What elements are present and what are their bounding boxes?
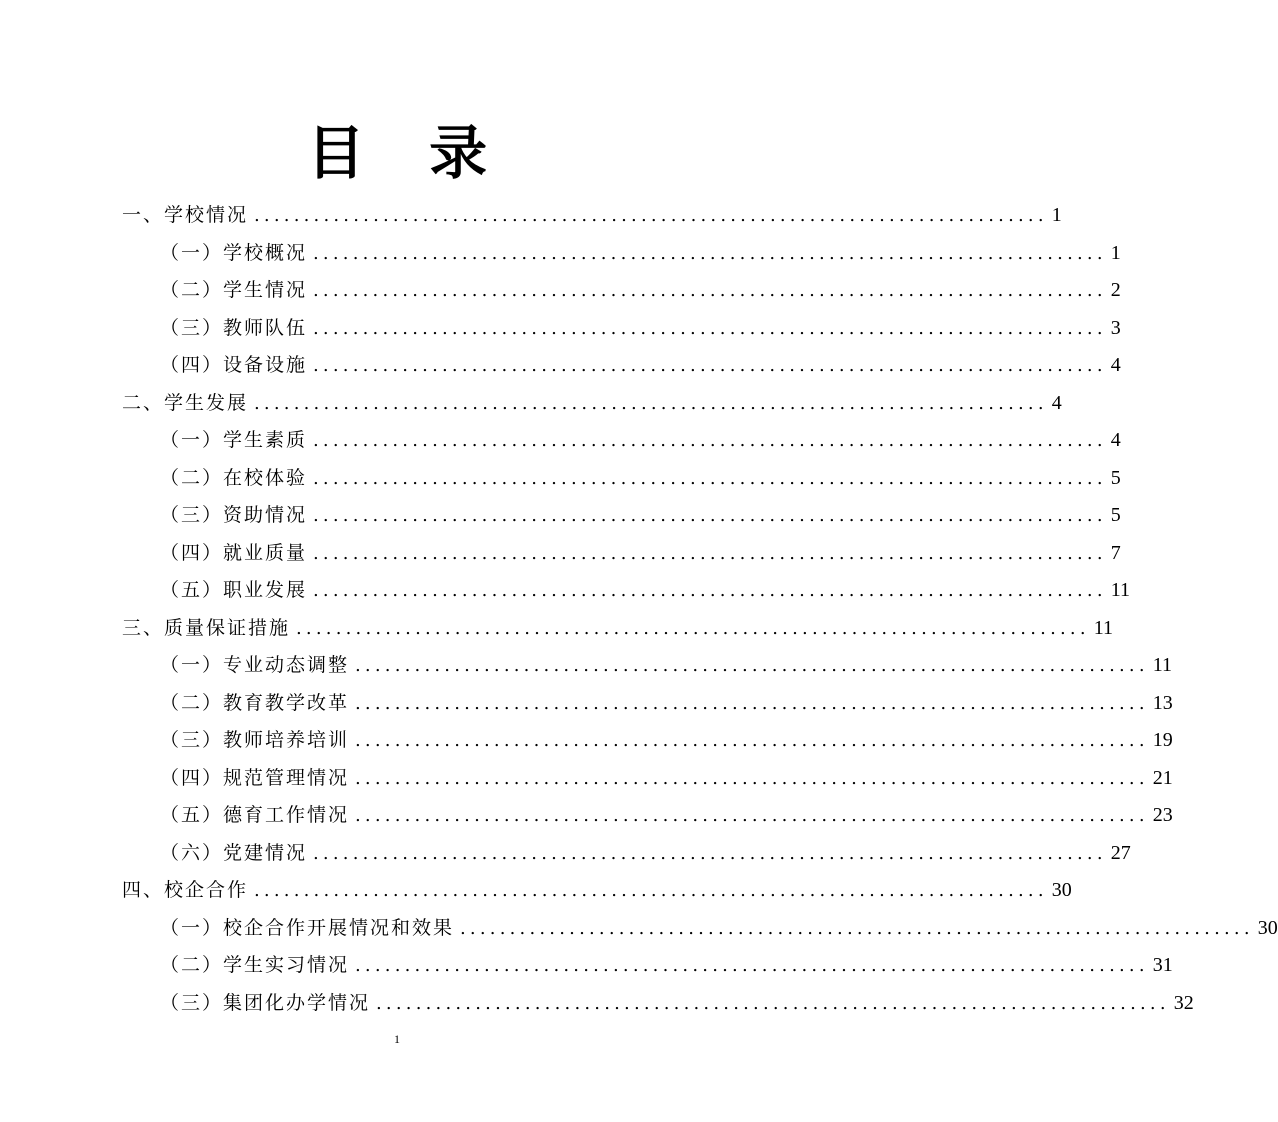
toc-entry-page-number: 1 xyxy=(1110,241,1121,264)
toc-dot-leader: ................................................................................ xyxy=(355,955,1149,976)
toc-entry-label: （一）专业动态调整 xyxy=(160,654,350,676)
toc-entry[interactable] xyxy=(160,722,1173,759)
toc-entry-page-number: 13 xyxy=(1152,691,1173,714)
toc-entry-page-number: 7 xyxy=(1110,541,1121,564)
toc-entry-label: （二）教育教学改革 xyxy=(160,691,350,714)
toc-entry-label: 一、学校情况 xyxy=(122,204,249,226)
toc-entry-page-number: 32 xyxy=(1173,991,1194,1014)
toc-entry[interactable] xyxy=(160,985,1194,1022)
toc-dot-leader: ................................................................................ xyxy=(254,392,1048,414)
toc-dot-leader: ................................................................................ xyxy=(313,542,1107,564)
toc-dot-leader: ................................................................................ xyxy=(355,730,1149,751)
toc-entry-label: （三）集团化办学情况 xyxy=(160,991,371,1014)
toc-entry-label: （一）校企合作开展情况和效果 xyxy=(160,916,455,939)
toc-entry[interactable] xyxy=(160,347,1121,384)
toc-entry-page-number: 3 xyxy=(1110,316,1121,339)
toc-entry[interactable] xyxy=(160,310,1121,347)
toc-entry-label: （二）在校体验 xyxy=(160,466,308,489)
toc-entry-page-number: 31 xyxy=(1152,954,1173,976)
toc-dot-leader: ................................................................................ xyxy=(355,692,1149,714)
toc-entry[interactable] xyxy=(160,835,1131,872)
toc-entry-page-number: 2 xyxy=(1110,279,1121,301)
toc-entry-label: （五）德育工作情况 xyxy=(160,804,350,826)
toc-entry[interactable] xyxy=(160,572,1131,609)
toc-entry-label: （二）学生情况 xyxy=(160,279,308,301)
toc-dot-leader: ................................................................................ xyxy=(376,992,1170,1014)
toc-entry[interactable] xyxy=(160,272,1121,309)
toc-entry-page-number: 30 xyxy=(1257,916,1278,939)
toc-entry-page-number: 11 xyxy=(1152,654,1173,676)
toc-entry-label: 二、学生发展 xyxy=(122,391,249,414)
toc-entry[interactable] xyxy=(160,460,1121,497)
toc-entry-page-number: 11 xyxy=(1093,616,1114,639)
toc-entry[interactable] xyxy=(122,872,1072,909)
toc-entry[interactable] xyxy=(122,610,1114,647)
toc-entry-page-number: 23 xyxy=(1152,804,1173,826)
toc-entry-page-number: 11 xyxy=(1110,579,1131,601)
toc-dot-leader: ................................................................................ xyxy=(296,617,1090,639)
toc-dot-leader: ................................................................................ xyxy=(254,205,1048,226)
toc-dot-leader: ................................................................................ xyxy=(313,242,1107,264)
toc-entry-page-number: 19 xyxy=(1152,729,1173,751)
toc-entry-page-number: 1 xyxy=(1051,204,1062,226)
toc-entry-page-number: 5 xyxy=(1110,466,1121,489)
toc-dot-leader: ................................................................................ xyxy=(313,580,1107,601)
toc-entry-label: （一）学生素质 xyxy=(160,429,308,451)
toc-dot-leader: ................................................................................ xyxy=(313,430,1107,451)
toc-dot-leader: ................................................................................ xyxy=(355,767,1149,789)
page-title: 目 录 xyxy=(306,119,510,187)
toc-entry-page-number: 4 xyxy=(1051,391,1062,414)
toc-entry-label: （一）学校概况 xyxy=(160,241,308,264)
toc-entry[interactable] xyxy=(160,685,1173,722)
toc-dot-leader: ................................................................................ xyxy=(254,880,1048,901)
toc-entry[interactable] xyxy=(160,647,1173,684)
toc-entry-label: （二）学生实习情况 xyxy=(160,954,350,976)
toc-entry[interactable] xyxy=(160,422,1121,459)
toc-dot-leader: ................................................................................ xyxy=(313,505,1107,526)
toc-entry-page-number: 5 xyxy=(1110,504,1121,526)
toc-entry[interactable] xyxy=(160,497,1121,534)
toc-dot-leader: ................................................................................ xyxy=(460,917,1254,939)
toc-entry-label: （三）教师队伍 xyxy=(160,316,308,339)
toc-entry-label: （四）设备设施 xyxy=(160,354,308,376)
toc-entry-label: （三）教师培养培训 xyxy=(160,729,350,751)
footer-page-number: 1 xyxy=(394,1032,400,1046)
toc-dot-leader: ................................................................................ xyxy=(313,355,1107,376)
toc-entry-label: 四、校企合作 xyxy=(122,879,249,901)
toc-entry-label: （六）党建情况 xyxy=(160,841,308,864)
toc-dot-leader: ................................................................................ xyxy=(355,805,1149,826)
toc-dot-leader: ................................................................................ xyxy=(355,655,1149,676)
toc-entry-label: 三、质量保证措施 xyxy=(122,616,291,639)
toc-entry[interactable] xyxy=(122,385,1062,422)
toc-entry[interactable] xyxy=(160,910,1278,947)
toc-dot-leader: ................................................................................ xyxy=(313,280,1107,301)
toc-entry-page-number: 27 xyxy=(1110,841,1131,864)
toc-entry[interactable] xyxy=(160,947,1173,984)
toc-entry-page-number: 30 xyxy=(1051,879,1072,901)
toc-entry[interactable] xyxy=(160,535,1121,572)
toc-dot-leader: ................................................................................ xyxy=(313,317,1107,339)
toc-dot-leader: ................................................................................ xyxy=(313,467,1107,489)
toc-entry-label: （三）资助情况 xyxy=(160,504,308,526)
toc-entry-page-number: 4 xyxy=(1110,429,1121,451)
toc-entry[interactable] xyxy=(122,197,1062,234)
toc-entry-page-number: 21 xyxy=(1152,766,1173,789)
toc-entry-label: （四）就业质量 xyxy=(160,541,308,564)
toc-entry[interactable] xyxy=(160,760,1173,797)
toc-entry-label: （五）职业发展 xyxy=(160,579,308,601)
toc-entry-label: （四）规范管理情况 xyxy=(160,766,350,789)
toc-entry[interactable] xyxy=(160,235,1121,272)
toc-entry-page-number: 4 xyxy=(1110,354,1121,376)
toc-entry[interactable] xyxy=(160,797,1173,834)
toc-dot-leader: ................................................................................ xyxy=(313,842,1107,864)
